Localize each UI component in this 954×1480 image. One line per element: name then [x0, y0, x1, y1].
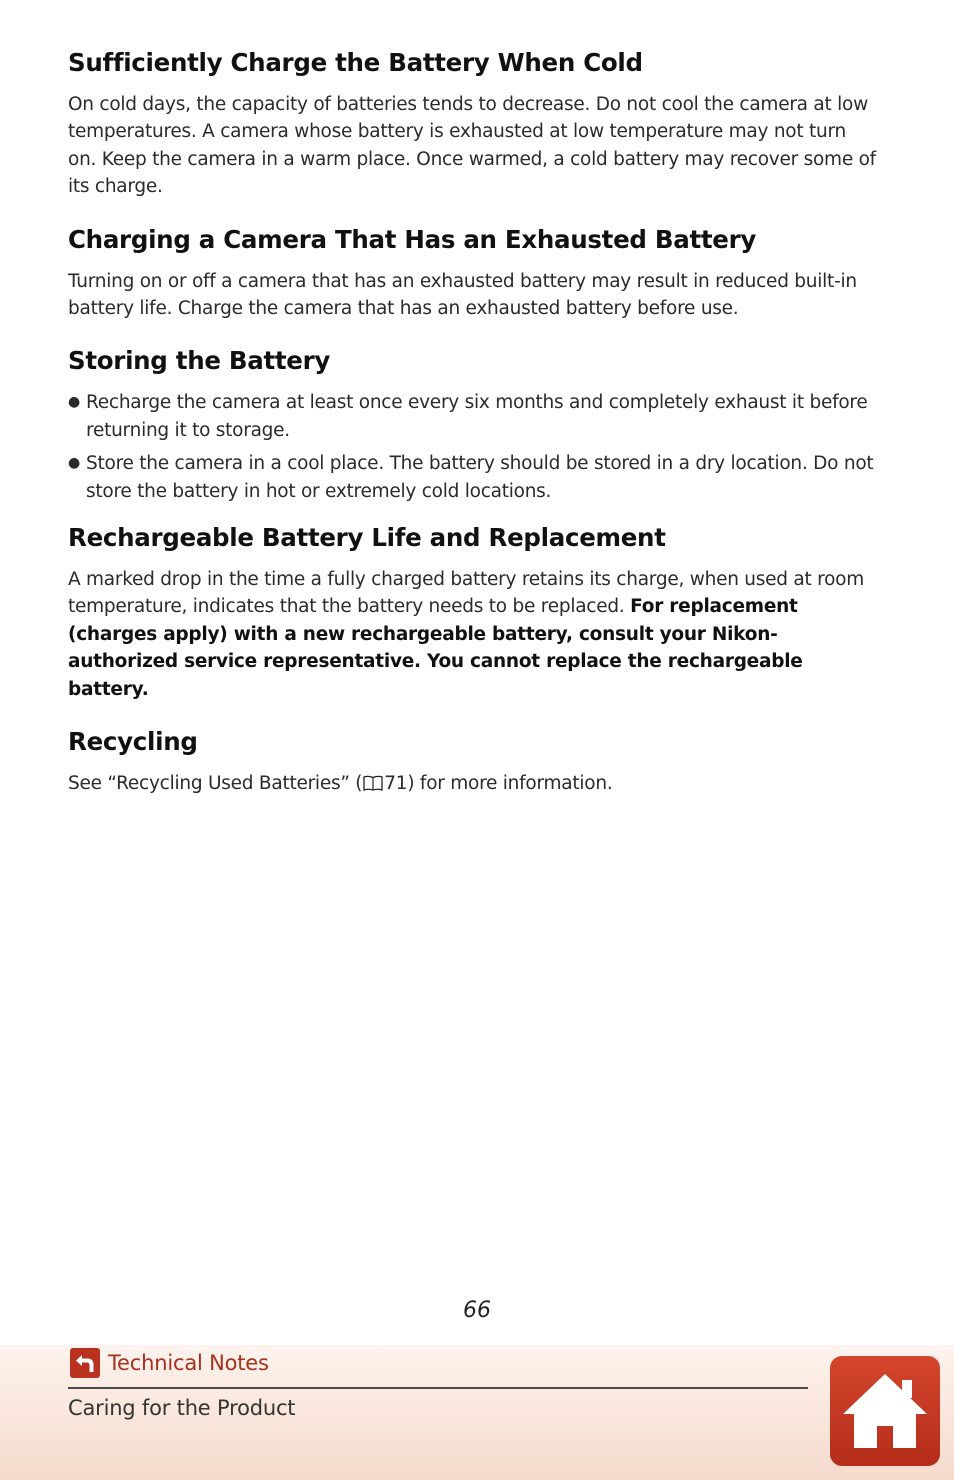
list-item: [68, 450, 878, 505]
footer-divider: [68, 1387, 808, 1389]
section-charge-cold: [68, 44, 878, 201]
paragraph-normal-text: A marked drop in the time a fully charged battery retains its charge, when used at room temperature, indicates that the battery needs to be replaced.: [68, 569, 864, 618]
paragraph-bold-text: For replacement (charges apply) with a new rechargeable battery, consult your Nikon-authorized service representative. You cannot replace the rechargeable battery.: [68, 596, 803, 700]
bullet-icon: ●: [68, 455, 80, 472]
section-battery-life: [68, 519, 878, 703]
recycling-text-before: See “Recycling Used Batteries” (: [68, 773, 363, 795]
section-label: Caring for the Product: [68, 1396, 296, 1420]
back-arrow-icon: [70, 1348, 100, 1378]
page-content: [68, 44, 878, 818]
page-number: 66: [463, 1298, 491, 1323]
section-paragraph: [68, 770, 878, 797]
section-paragraph: Turning on or off a camera that has an exhausted battery may result in reduced built-in battery life. Charge the camera that has an exhausted battery before use.: [68, 270, 857, 320]
section-exhausted-battery: [68, 221, 878, 323]
bullet-list: [68, 389, 878, 505]
technical-notes-link[interactable]: [70, 1348, 269, 1378]
section-recycling: [68, 723, 878, 797]
section-paragraph: [68, 566, 878, 703]
recycling-text-after: ) for more information.: [407, 773, 613, 795]
home-button[interactable]: [830, 1356, 940, 1466]
list-item: [68, 389, 878, 444]
home-icon: [840, 1368, 930, 1454]
section-storing-battery: [68, 342, 878, 505]
page-reference-link[interactable]: 71: [384, 773, 408, 795]
section-heading: Storing the Battery: [68, 346, 331, 376]
bullet-icon: ●: [68, 394, 80, 411]
section-heading: Rechargeable Battery Life and Replacement: [68, 523, 666, 553]
list-item-text: Recharge the camera at least once every six months and completely exhaust it before returning it to storage.: [86, 392, 868, 441]
back-link-label: Technical Notes: [108, 1351, 269, 1375]
section-heading: Charging a Camera That Has an Exhausted Battery: [68, 224, 757, 254]
list-item-text: Store the camera in a cool place. The battery should be stored in a dry location. Do not store the battery in hot or extremely cold locations.: [86, 453, 874, 502]
section-paragraph: On cold days, the capacity of batteries tends to decrease. Do not cool the camera at low temperatures. A camera whose battery is exhausted at low temperature may not turn on. Keep the camera in a warm place. Once warmed, a cold battery may recover some of its charge.: [68, 94, 876, 198]
book-icon: [363, 775, 383, 791]
section-heading: Recycling: [68, 727, 198, 757]
section-heading: Sufficiently Charge the Battery When Cold: [68, 48, 643, 77]
